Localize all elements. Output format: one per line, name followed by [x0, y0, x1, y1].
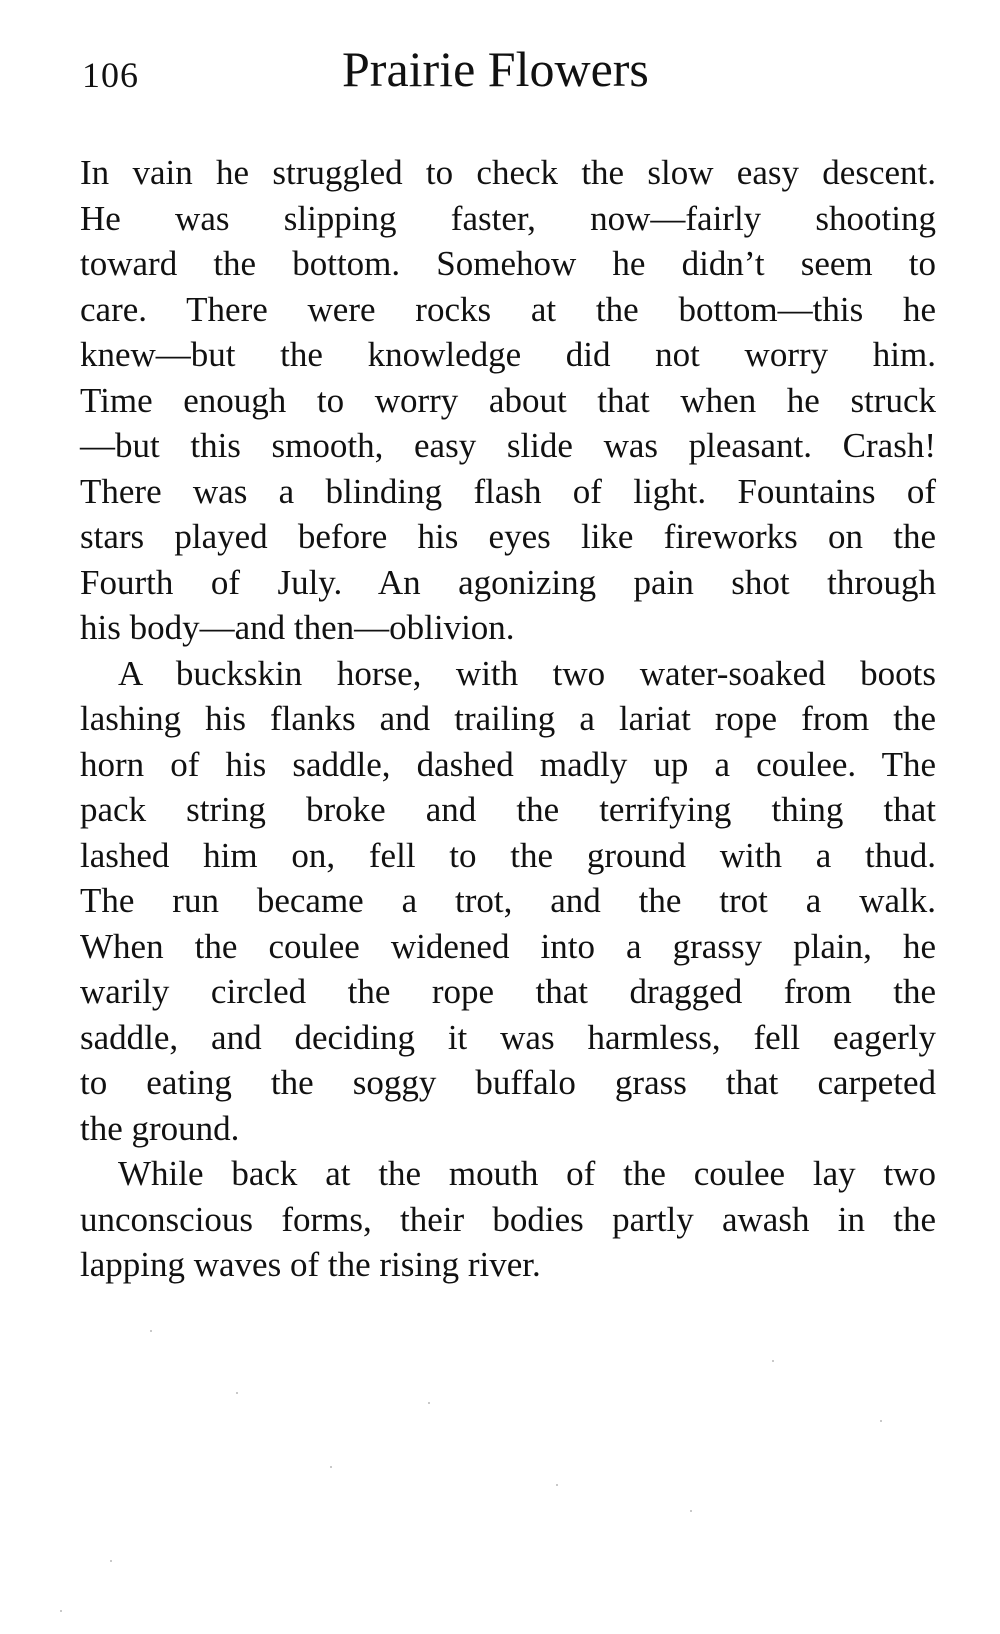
scan-speck [330, 1466, 332, 1468]
page-header [82, 40, 942, 110]
text-line: There was a blinding flash of light. Fountains of [80, 471, 936, 511]
paragraph-2 [80, 651, 936, 1152]
text-line: to eating the soggy buffalo grass that carpeted [80, 1063, 936, 1102]
text-line: While back at the mouth of the coulee lay two [118, 1154, 936, 1193]
text-line: saddle, and deciding it was harmless, fell eagerly [80, 1017, 936, 1057]
text-line: horn of his saddle, dashed madly up a coulee. The [80, 744, 936, 784]
scan-speck [110, 1560, 112, 1562]
text-line: Fourth of July. An agonizing pain shot through [80, 562, 936, 602]
running-title: Prairie Flowers [342, 41, 649, 97]
page-number: 106 [82, 55, 139, 95]
text-line: A buckskin horse, with two water-soaked boots [118, 653, 936, 693]
text-line: lashing his flanks and trailing a lariat rope from the [80, 699, 936, 738]
scan-speck [772, 1360, 774, 1362]
text-line: Time enough to worry about that when he struck [80, 380, 936, 420]
text-line: stars played before his eyes like fireworks on the [80, 517, 936, 556]
text-line: unconscious forms, their bodies partly awash in the [80, 1199, 936, 1239]
text-line: care. There were rocks at the bottom—this he [80, 289, 936, 329]
text-line: warily circled the rope that dragged from the [80, 972, 936, 1011]
scan-speck [556, 1484, 558, 1486]
paragraph-3 [80, 1151, 936, 1288]
scan-speck [880, 1420, 882, 1422]
text-line: toward the bottom. Somehow he didn’t seem to [80, 244, 936, 283]
text-line: He was slipping faster, now—fairly shooting [80, 198, 936, 238]
text-line: lapping waves of the rising river. [80, 1245, 541, 1284]
scan-speck [428, 1402, 430, 1404]
paragraph-1 [80, 150, 936, 651]
text-line: In vain he struggled to check the slow easy descent. [80, 153, 936, 192]
text-line: The run became a trot, and the trot a walk. [80, 881, 936, 920]
text-line: knew—but the knowledge did not worry him. [80, 335, 936, 374]
text-line: the ground. [80, 1108, 240, 1148]
text-line: —but this smooth, easy slide was pleasant. Crash! [80, 426, 936, 465]
text-line: When the coulee widened into a grassy plain, he [80, 926, 936, 966]
scan-speck [60, 1610, 62, 1612]
scan-speck [690, 1510, 692, 1512]
body-text [80, 150, 936, 1288]
text-line: lashed him on, fell to the ground with a thud. [80, 835, 936, 875]
scan-speck [236, 1392, 238, 1394]
text-line: his body—and then—oblivion. [80, 608, 515, 647]
text-line: pack string broke and the terrifying thing that [80, 790, 936, 829]
scan-speck [150, 1330, 152, 1332]
